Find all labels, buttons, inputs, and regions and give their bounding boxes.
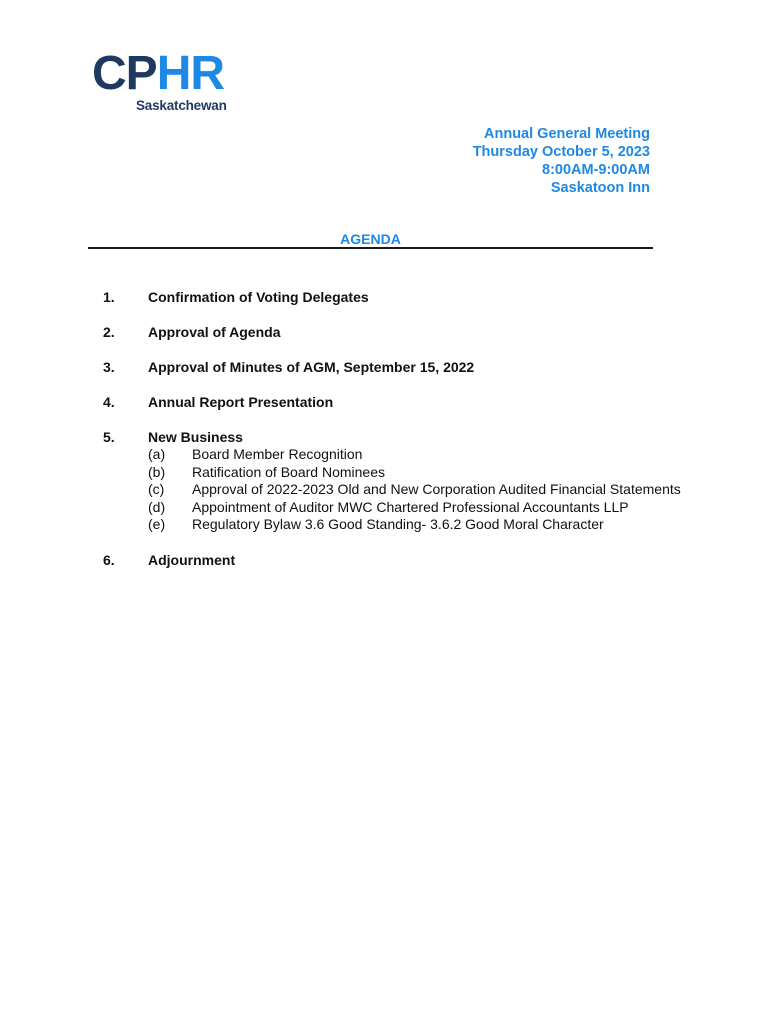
logo-letters-cp: CP bbox=[92, 47, 157, 100]
agenda-item-number: 1. bbox=[103, 289, 115, 305]
agenda-item-text: Approval of Minutes of AGM, September 15, 2022 bbox=[148, 359, 475, 375]
sub-item bbox=[148, 499, 770, 517]
agenda-item-number: 5. bbox=[103, 429, 115, 445]
agenda-item bbox=[0, 393, 770, 411]
agenda-item-number: 6. bbox=[103, 551, 115, 568]
logo-wordmark bbox=[92, 47, 242, 100]
sub-item-text: Appointment of Auditor MWC Chartered Professional Accountants LLP bbox=[192, 498, 629, 515]
agenda-item bbox=[0, 428, 770, 534]
cphr-logo bbox=[92, 47, 242, 113]
agenda-item-text: Approval of Agenda bbox=[148, 324, 281, 340]
agenda-title: AGENDA bbox=[340, 231, 401, 247]
logo-subtitle: Saskatchewan bbox=[136, 98, 227, 113]
sub-item-text: Ratification of Board Nominees bbox=[192, 463, 385, 480]
agenda-item-text: Adjournment bbox=[148, 551, 236, 568]
sub-item bbox=[148, 464, 770, 482]
agenda-list bbox=[0, 288, 770, 586]
meeting-time: 8:00AM-9:00AM bbox=[542, 162, 650, 178]
sub-item-letter: (a) bbox=[148, 446, 166, 462]
meeting-info bbox=[473, 125, 650, 197]
agenda-divider bbox=[88, 247, 653, 249]
agenda-item-number: 2. bbox=[103, 324, 115, 340]
sub-item bbox=[148, 446, 770, 464]
sub-item-letter: (d) bbox=[148, 498, 166, 515]
meeting-title: Annual General Meeting bbox=[484, 126, 650, 142]
sub-item-letter: (b) bbox=[148, 463, 166, 480]
sub-item bbox=[148, 516, 770, 534]
agenda-item-text: Confirmation of Voting Delegates bbox=[148, 289, 369, 305]
agenda-item bbox=[0, 288, 770, 306]
agenda-item bbox=[0, 551, 770, 569]
logo-letters-hr: HR bbox=[156, 47, 225, 100]
agenda-item bbox=[0, 323, 770, 341]
sub-item-letter: (e) bbox=[148, 516, 166, 532]
sub-item-text: Approval of 2022-2023 Old and New Corporation Audited Financial Statements bbox=[192, 481, 681, 497]
meeting-location: Saskatoon Inn bbox=[550, 180, 650, 196]
agenda-item-text: New Business bbox=[148, 429, 243, 445]
sub-item bbox=[148, 481, 770, 499]
meeting-date: Thursday October 5, 2023 bbox=[472, 144, 650, 160]
agenda-item-text: Annual Report Presentation bbox=[148, 394, 334, 410]
new-business-sublist bbox=[148, 446, 770, 534]
sub-item-letter: (c) bbox=[148, 481, 165, 497]
agenda-item bbox=[0, 358, 770, 376]
agenda-item-number: 3. bbox=[103, 359, 115, 375]
sub-item-text: Regulatory Bylaw 3.6 Good Standing- 3.6.2 Good Moral Character bbox=[192, 516, 604, 532]
agenda-item-number: 4. bbox=[103, 394, 115, 410]
sub-item-text: Board Member Recognition bbox=[192, 446, 363, 462]
